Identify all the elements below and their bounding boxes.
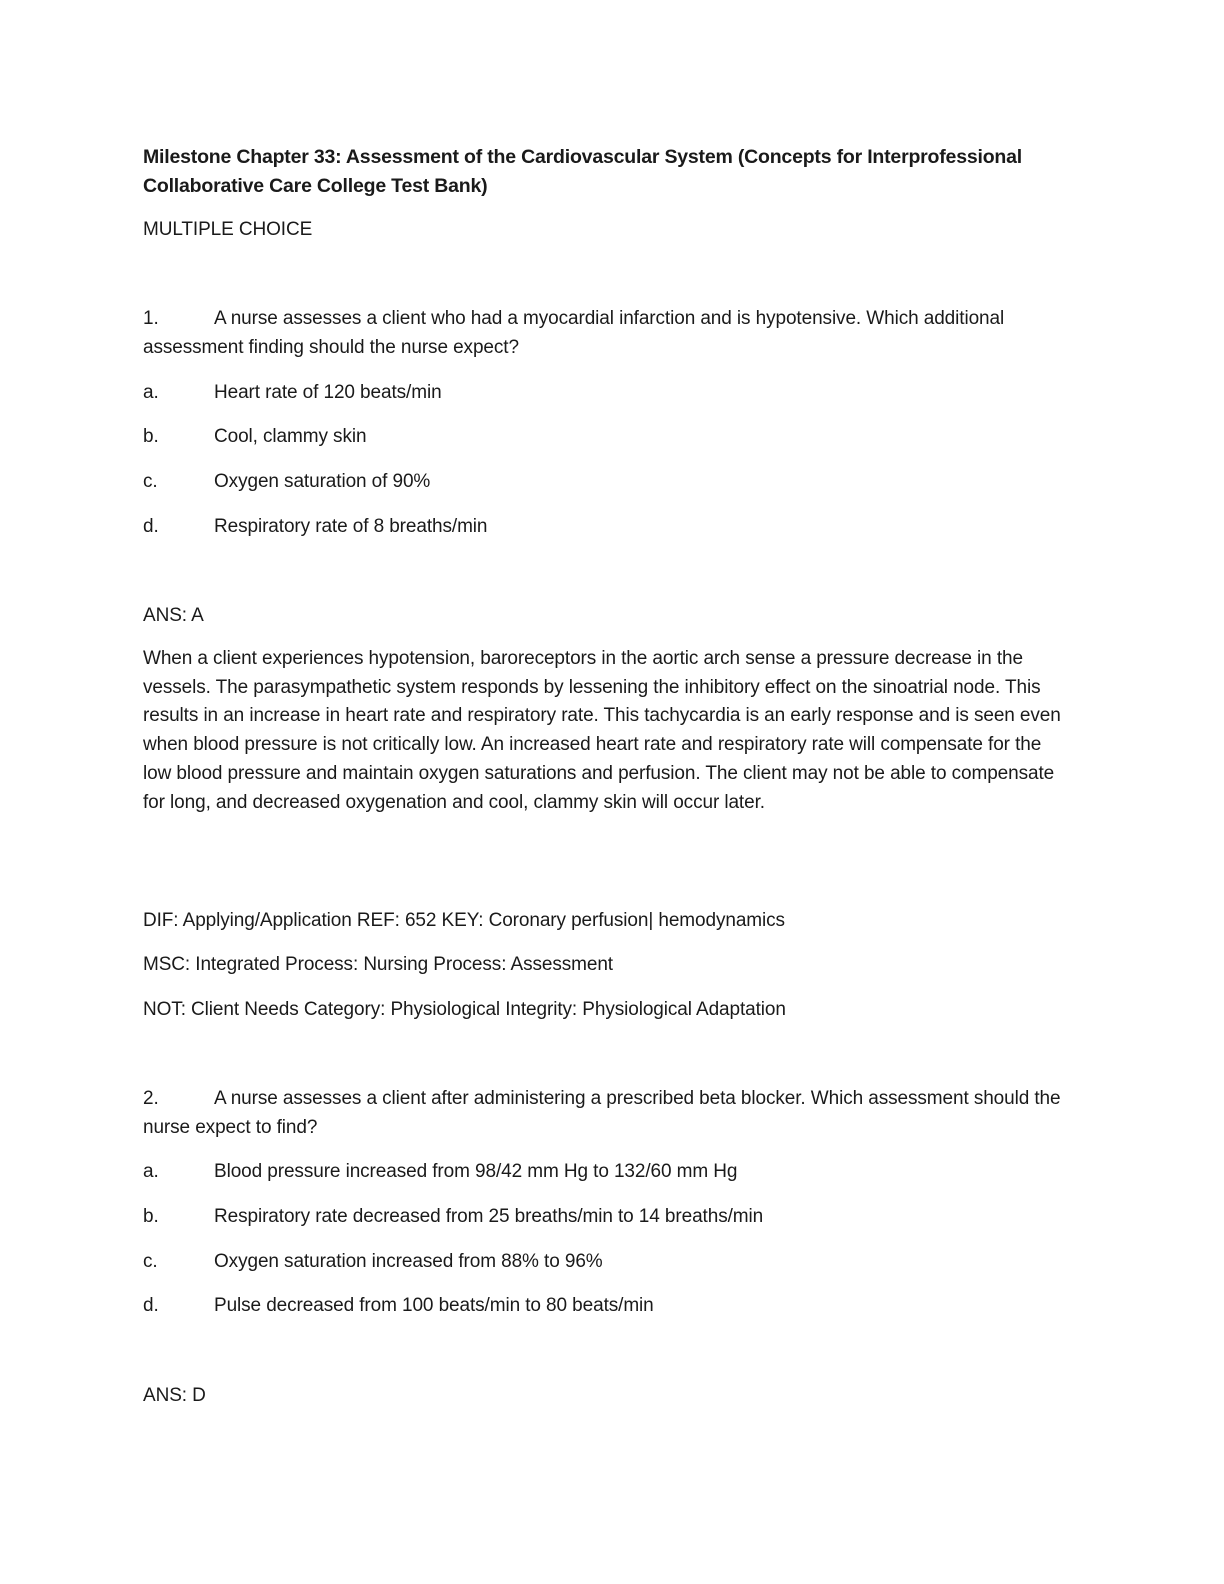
- option-text: Heart rate of 120 beats/min: [214, 382, 442, 403]
- option-c: [143, 468, 430, 496]
- answer-2: ANS: D: [143, 1385, 206, 1406]
- option-a: [143, 1158, 737, 1186]
- option-text: Respiratory rate of 8 breaths/min: [214, 516, 488, 537]
- option-text: Cool, clammy skin: [214, 426, 367, 447]
- option-label: d.: [143, 516, 159, 537]
- question-stem: A nurse assesses a client who had a myocardial infarction and is hypotensive. Which additional assessment finding should the nurse expect?: [143, 308, 1005, 358]
- option-b: [143, 423, 366, 451]
- option-text: Oxygen saturation increased from 88% to 96%: [214, 1251, 603, 1272]
- option-text: Oxygen saturation of 90%: [214, 471, 431, 492]
- question-stem: A nurse assesses a client after administering a prescribed beta blocker. Which assessment should the nurse expect to find?: [143, 1088, 1061, 1138]
- msc-line-1: MSC: Integrated Process: Nursing Process: Assessment: [143, 954, 613, 975]
- question-number: 1.: [143, 308, 159, 329]
- document-title: Milestone Chapter 33: Assessment of the Cardiovascular System (Concepts for Interprofessional Collaborative Care College Test Bank): [143, 146, 1023, 197]
- option-text: Blood pressure increased from 98/42 mm Hg to 132/60 mm Hg: [214, 1161, 738, 1182]
- answer-1: ANS: A: [143, 605, 204, 626]
- option-label: b.: [143, 1206, 159, 1227]
- option-label: b.: [143, 426, 159, 447]
- question-2: [143, 1085, 1063, 1142]
- option-b: [143, 1203, 763, 1231]
- not-line-1: NOT: Client Needs Category: Physiological Integrity: Physiological Adaptation: [143, 999, 786, 1020]
- section-heading: MULTIPLE CHOICE: [143, 219, 313, 240]
- option-a: [143, 379, 442, 407]
- option-c: [143, 1248, 603, 1276]
- option-d: [143, 1292, 654, 1320]
- question-number: 2.: [143, 1088, 159, 1109]
- option-label: c.: [143, 1251, 158, 1272]
- question-1: [143, 305, 1063, 362]
- dif-line-1: DIF: Applying/Application REF: 652 KEY: Coronary perfusion| hemodynamics: [143, 910, 785, 931]
- option-text: Respiratory rate decreased from 25 breaths/min to 14 breaths/min: [214, 1206, 764, 1227]
- option-label: d.: [143, 1295, 159, 1316]
- option-label: a.: [143, 382, 159, 403]
- option-text: Pulse decreased from 100 beats/min to 80 beats/min: [214, 1295, 654, 1316]
- option-label: a.: [143, 1161, 159, 1182]
- option-d: [143, 513, 487, 541]
- option-label: c.: [143, 471, 158, 492]
- rationale-1: When a client experiences hypotension, baroreceptors in the aortic arch sense a pressure decrease in the vessels. The parasympathetic system responds by lessening the inhibitory effect on the sinoatrial node. This results in an increase in heart rate and respiratory rate. This tachycardia is an early response and is seen even when blood pressure is not critically low. An increased heart rate and respiratory rate will compensate for the low blood pressure and maintain oxygen saturations and perfusion. The client may not be able to compensate for long, and decreased oxygenation and cool, clammy skin will occur later.: [143, 648, 1061, 813]
